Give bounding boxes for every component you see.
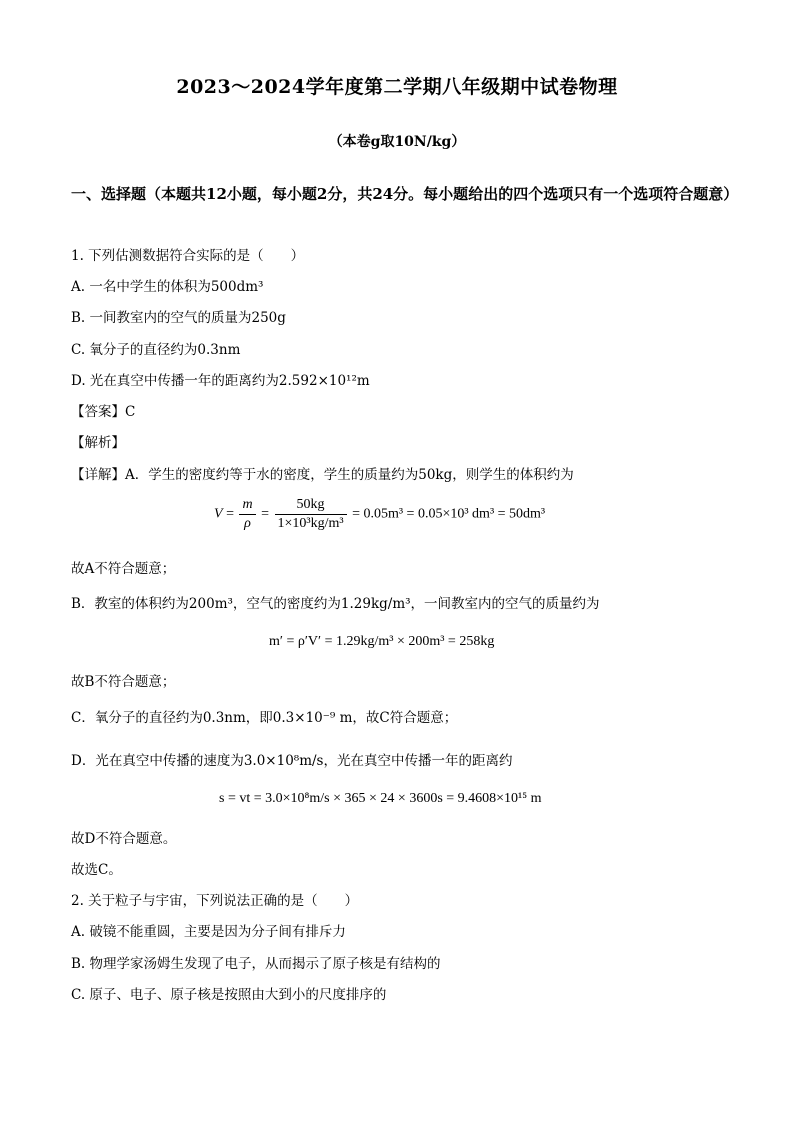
q1-equation-d: s = vt = 3.0×10⁸m/s × 365 × 24 × 3600s = 9.4608×10¹⁵ m — [219, 791, 542, 806]
q2-option-a: A. 破镜不能重圆，主要是因为分子间有排斥力 — [71, 924, 346, 940]
q1-stem: 1. 下列估测数据符合实际的是（ ） — [71, 248, 305, 264]
q1-analysis-label: 【解析】 — [71, 435, 125, 451]
section-heading: 一、选择题（本题共12小题，每小题2分，共24分。每小题给出的四个选项只有一个选项符合题意） — [71, 185, 739, 203]
q1-option-b: B. 一间教室内的空气的质量为250g — [71, 310, 286, 326]
q1-conclusion-b: 故B不符合题意； — [71, 674, 176, 690]
exam-title: 2023～2024学年度第二学期八年级期中试卷物理 — [176, 76, 618, 98]
eq-a-rhs: = 0.05m³ = 0.05×10³ dm³ = 50dm³ — [352, 506, 546, 522]
q1-equation-a: V = $\frac{m}{\rho}$ = $\frac{50kg}{\text{1×10³kg/m³}}$ = 0.05m³ = 0.05×10³ dm³ = 50dm³ — [214, 497, 546, 531]
q2-option-c: C. 原子、电子、原子核是按照由大到小的尺度排序的 — [71, 987, 387, 1003]
q1-detail-b: B．教室的体积约为200m³，空气的密度约为1.29kg/m³，一间教室内的空气的质量约为 — [71, 596, 600, 612]
q1-option-a: A. 一名中学生的体积为500dm³ — [71, 279, 264, 295]
q1-equation-b: m′ = ρ′V′ = 1.29kg/m³ × 200m³ = 258kg — [269, 634, 495, 649]
q1-option-c: C. 氧分子的直径约为0.3nm — [71, 342, 241, 358]
q1-detail-d: D．光在真空中传播的速度为3.0×10⁸m/s，光在真空中传播一年的距离约 — [71, 753, 513, 769]
q1-conclusion-a: 故A不符合题意； — [71, 561, 176, 577]
q2-option-b: B. 物理学家汤姆生发现了电子，从而揭示了原子核是有结构的 — [71, 956, 441, 972]
q1-option-d: D. 光在真空中传播一年的距离约为2.592×10¹²m — [71, 373, 370, 389]
q1-answer: 【答案】C — [71, 404, 136, 420]
q1-final: 故选C。 — [71, 862, 122, 878]
q1-detail-a: 【详解】A．学生的密度约等于水的密度，学生的质量约为50kg，则学生的体积约为 — [71, 467, 574, 483]
eq-a-lhs: V — [214, 506, 223, 522]
eq-a-fraction-2: $\frac{50kg}{\text{1×10³kg/m³}}$ — [275, 497, 347, 532]
eq-a-fraction-1: $\frac{m}{\rho}$ — [239, 497, 255, 532]
q2-stem: 2. 关于粒子与宇宙，下列说法正确的是（ ） — [71, 893, 359, 909]
q1-detail-c: C．氧分子的直径约为0.3nm，即0.3×10⁻⁹ m，故C符合题意； — [71, 710, 458, 726]
q1-conclusion-d: 故D不符合题意。 — [71, 831, 177, 847]
exam-subtitle: （本卷g取10N/kg） — [328, 134, 466, 150]
